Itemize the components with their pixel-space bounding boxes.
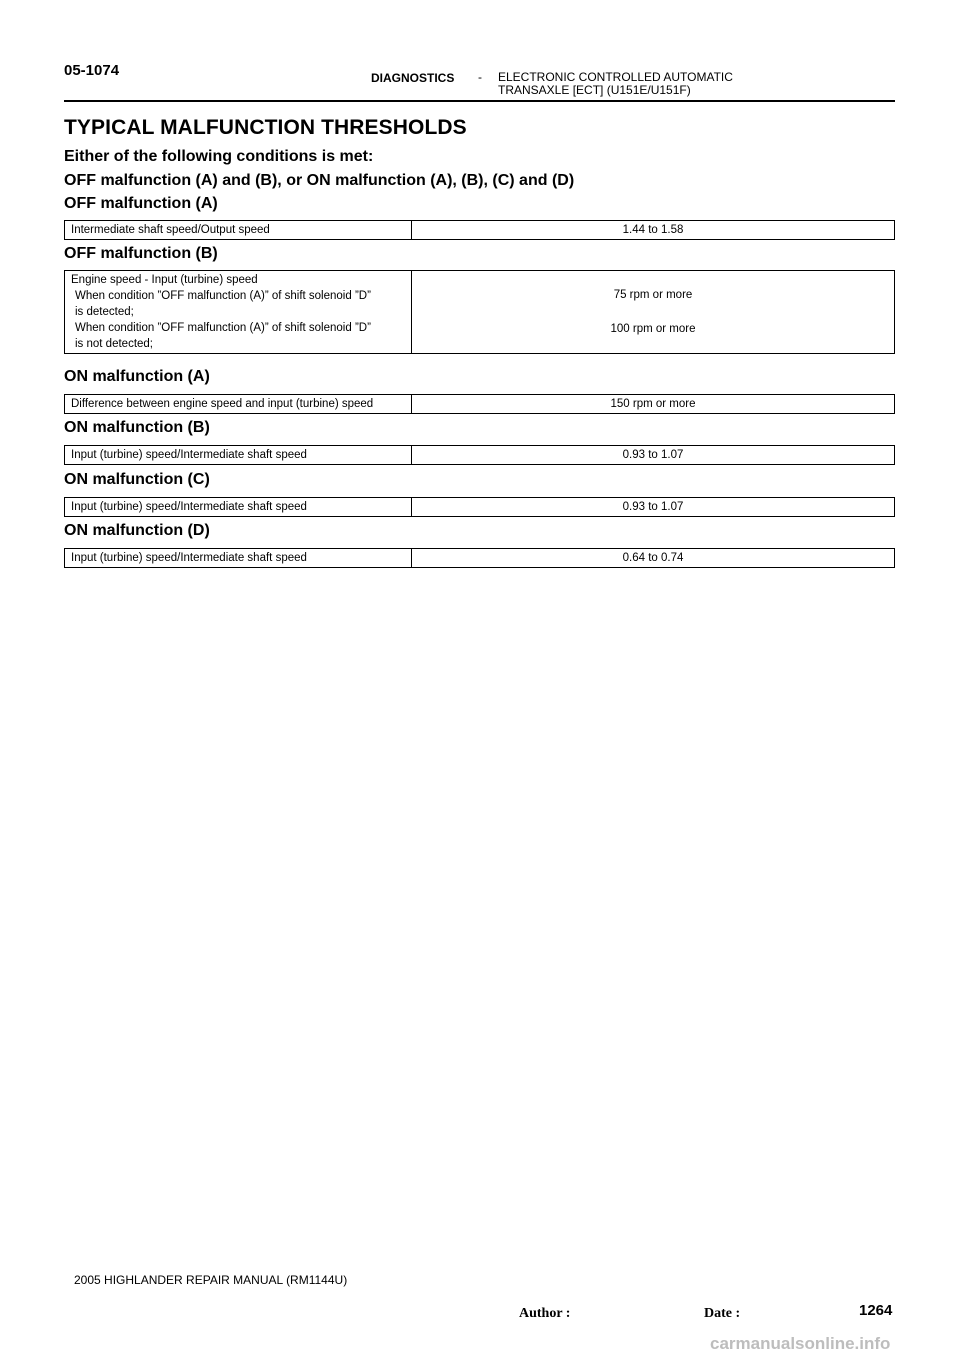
header-section: DIAGNOSTICS	[371, 71, 455, 85]
table-row	[65, 498, 895, 517]
table-row	[65, 395, 895, 414]
value-cell: 0.64 to 0.74	[412, 549, 895, 568]
value-cell: 0.93 to 1.07	[412, 498, 895, 517]
table-on-d	[64, 548, 895, 568]
value-cell: 1.44 to 1.58	[412, 221, 895, 240]
footer-manual: 2005 HIGHLANDER REPAIR MANUAL (RM1144U)	[74, 1273, 348, 1287]
page-title: TYPICAL MALFUNCTION THRESHOLDS	[64, 116, 467, 139]
param-cell: Input (turbine) speed/Intermediate shaft speed	[65, 549, 412, 568]
table-on-c	[64, 497, 895, 517]
heading-off-a: OFF malfunction (A)	[64, 195, 218, 212]
param-cell: Input (turbine) speed/Intermediate shaft speed	[65, 446, 412, 465]
param-cell: Difference between engine speed and input (turbine) speed	[65, 395, 412, 414]
watermark: carmanualsonline.info	[710, 1334, 891, 1353]
header-title	[498, 71, 733, 97]
condition1-line2: is detected;	[75, 306, 134, 318]
header-dash: -	[478, 70, 482, 84]
value1: 75 rpm or more	[613, 289, 693, 301]
table-off-a	[64, 220, 895, 240]
table-row	[65, 549, 895, 568]
intro-line1: Either of the following conditions is met:	[64, 148, 374, 165]
table-row	[65, 446, 895, 465]
heading-on-d: ON malfunction (D)	[64, 522, 210, 539]
param-cell	[65, 271, 412, 354]
param-cell: Input (turbine) speed/Intermediate shaft speed	[65, 498, 412, 517]
page-code: 05-1074	[64, 62, 120, 79]
table-off-b	[64, 270, 895, 354]
footer-date-label: Date :	[704, 1306, 741, 1321]
header-rule	[64, 100, 895, 102]
table-row	[65, 271, 895, 354]
heading-on-c: ON malfunction (C)	[64, 471, 210, 488]
header-title-line2: TRANSAXLE [ECT] (U151E/U151F)	[498, 83, 691, 97]
table-on-a	[64, 394, 895, 414]
footer-author-label: Author :	[519, 1306, 571, 1321]
param-title: Engine speed - Input (turbine) speed	[71, 274, 258, 286]
table-row	[65, 221, 895, 240]
param-cell: Intermediate shaft speed/Output speed	[65, 221, 412, 240]
value-cell	[412, 271, 895, 354]
value-cell: 0.93 to 1.07	[412, 446, 895, 465]
value-cell: 150 rpm or more	[412, 395, 895, 414]
condition2-line2: is not detected;	[75, 338, 153, 350]
intro-line2: OFF malfunction (A) and (B), or ON malfunction (A), (B), (C) and (D)	[64, 172, 575, 189]
heading-on-b: ON malfunction (B)	[64, 419, 210, 436]
footer-page-number: 1264	[859, 1302, 893, 1319]
header-title-line1: ELECTRONIC CONTROLLED AUTOMATIC	[498, 70, 733, 84]
heading-off-b: OFF malfunction (B)	[64, 245, 218, 262]
table-on-b	[64, 445, 895, 465]
condition2-line1: When condition ”OFF malfunction (A)” of shift solenoid ”D”	[75, 322, 371, 334]
condition1-line1: When condition ”OFF malfunction (A)” of shift solenoid ”D”	[75, 290, 371, 302]
value2: 100 rpm or more	[610, 323, 696, 335]
heading-on-a: ON malfunction (A)	[64, 368, 210, 385]
